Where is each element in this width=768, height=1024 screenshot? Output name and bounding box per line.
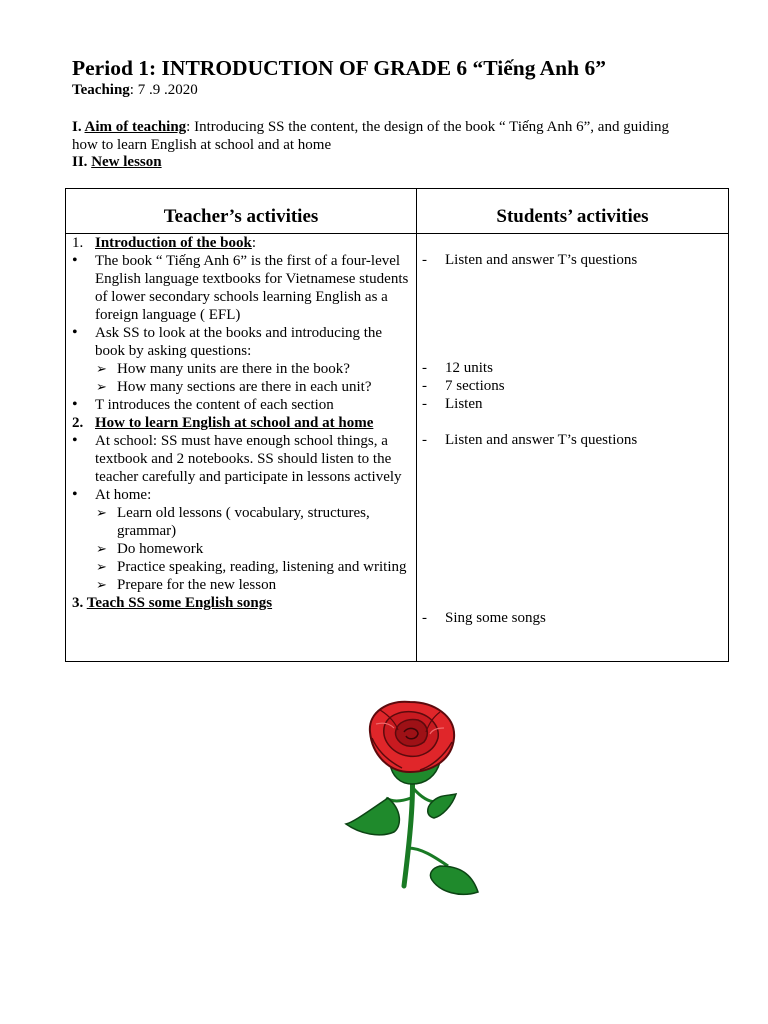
dash-marker: -	[422, 378, 427, 394]
teacher-row	[72, 396, 410, 414]
teacher-row	[72, 324, 410, 360]
teaching-label: Teaching	[72, 82, 130, 98]
teacher-row	[72, 378, 410, 396]
heading-suffix: :	[251, 235, 257, 251]
teacher-row	[72, 576, 410, 594]
aim-of-teaching	[72, 118, 692, 154]
row-text: Prepare for the new lesson	[117, 577, 277, 593]
row-text: The book “ Tiếng Anh 6” is the first of a four-level English language textbooks for Vietnamese students of lower secondary schools learning English as a foreign language ( EFL)	[95, 253, 409, 323]
arrow-bullet-icon: ➢	[96, 559, 107, 574]
new-lesson-heading	[72, 153, 162, 171]
teacher-row	[72, 252, 410, 324]
aim-label: Aim of teaching	[84, 119, 187, 135]
student-activity	[422, 377, 505, 395]
section-heading: Teach SS some English songs	[86, 595, 273, 611]
dash-marker: -	[422, 360, 427, 376]
rose-icon	[340, 698, 482, 902]
row-marker: 3.	[72, 595, 87, 611]
teacher-row	[72, 594, 410, 612]
arrow-bullet-icon: ➢	[96, 361, 107, 376]
row-text: Learn old lessons ( vocabulary, structures, grammar)	[117, 505, 370, 539]
teacher-row	[72, 486, 410, 504]
student-activity-text: Listen and answer T’s questions	[445, 252, 638, 268]
row-text: How many sections are there in each unit?	[117, 379, 372, 395]
teacher-activities-column	[72, 234, 410, 612]
bullet-icon: •	[72, 252, 78, 269]
new-lesson-label: New lesson	[91, 154, 162, 170]
row-marker: 2.	[72, 415, 84, 431]
student-activity-text: Sing some songs	[445, 610, 546, 626]
section-heading: Introduction of the book	[95, 235, 252, 251]
student-activity-text: Listen	[445, 396, 483, 412]
teaching-date	[72, 81, 198, 99]
row-text: Practice speaking, reading, listening and writing	[117, 559, 407, 575]
arrow-bullet-icon: ➢	[96, 577, 107, 592]
row-text: Do homework	[117, 541, 204, 557]
bullet-icon: •	[72, 486, 78, 503]
dash-marker: -	[422, 432, 427, 448]
teacher-row	[72, 540, 410, 558]
teacher-row	[72, 234, 410, 252]
bullet-icon: •	[72, 396, 78, 413]
column-divider	[416, 189, 417, 661]
row-text: At school: SS must have enough school things, a textbook and 2 notebooks. SS should listen to the teacher carefully and participate in lessons actively	[95, 433, 402, 485]
aim-text: : Introducing SS the content, the design of the book “ Tiếng Anh 6”, and guiding how to learn English at school and at home	[72, 119, 670, 153]
student-activity	[422, 359, 493, 377]
row-text: How many units are there in the book?	[117, 361, 350, 377]
teacher-row	[72, 432, 410, 486]
arrow-bullet-icon: ➢	[96, 505, 107, 520]
teacher-row	[72, 504, 410, 540]
arrow-bullet-icon: ➢	[96, 379, 107, 394]
activities-table	[65, 188, 729, 662]
row-text: Ask SS to look at the books and introducing the book by asking questions:	[95, 325, 383, 359]
aim-prefix: I.	[72, 119, 85, 135]
student-activity-text: 12 units	[445, 360, 493, 376]
teaching-value: : 7 .9 .2020	[129, 82, 198, 98]
row-marker: 1.	[72, 235, 84, 251]
teacher-activities-header: Teacher’s activities	[163, 206, 319, 227]
student-activity-text: 7 sections	[445, 378, 505, 394]
bullet-icon: •	[72, 432, 78, 449]
teacher-row	[72, 558, 410, 576]
teacher-row	[72, 360, 410, 378]
dash-marker: -	[422, 252, 427, 268]
dash-marker: -	[422, 396, 427, 412]
student-activity	[422, 431, 637, 449]
student-activity	[422, 251, 637, 269]
arrow-bullet-icon: ➢	[96, 541, 107, 556]
student-activity	[422, 395, 483, 413]
bullet-icon: •	[72, 324, 78, 341]
student-activity	[422, 609, 546, 627]
teacher-row	[72, 414, 410, 432]
page-title: Period 1: INTRODUCTION OF GRADE 6 “Tiếng Anh 6”	[72, 56, 606, 80]
row-text: At home:	[95, 487, 152, 503]
new-lesson-prefix: II.	[72, 154, 92, 170]
row-text: T introduces the content of each section	[95, 397, 334, 413]
student-activity-text: Listen and answer T’s questions	[445, 432, 638, 448]
dash-marker: -	[422, 610, 427, 626]
section-heading: How to learn English at school and at home	[95, 415, 374, 431]
students-activities-header: Students’ activities	[496, 206, 649, 227]
